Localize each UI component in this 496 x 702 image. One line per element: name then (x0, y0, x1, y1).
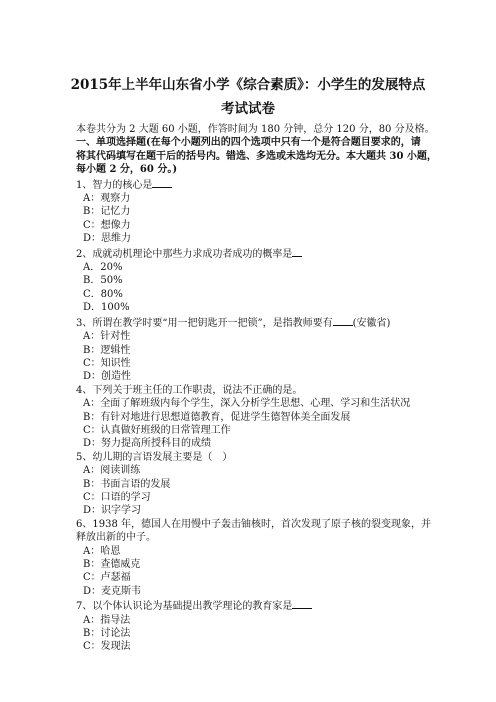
answer-option: B：讨论法 (83, 628, 131, 640)
answer-option: A：指导法 (83, 614, 131, 626)
answer-option: D：努力提高所授科目的成绩 (83, 438, 212, 450)
answer-option: C．80% (83, 288, 123, 300)
question-source: (安徽省) (352, 317, 391, 329)
question-text: 2、成就动机理论中那些力求成功者成功的概率是 (76, 248, 293, 260)
answer-option: C：认真做好班级的日常管理工作 (83, 424, 231, 436)
answer-blank (292, 246, 302, 257)
answer-option: A：全面了解班级内每个学生，深入分析学生思想、心理、学习和生活状况 (83, 398, 411, 410)
answer-blank (152, 177, 172, 188)
answer-option: D：识字学习 (83, 505, 142, 517)
answer-option: C：口语的学习 (83, 491, 151, 503)
question-stem (76, 384, 420, 397)
answer-option: D：思维力 (83, 233, 132, 245)
question-text: 7、以个体认识论为基础提出教学理论的教育家是 (76, 601, 293, 613)
question-stem: 6、1938 年，德国人在用慢中子轰击铀核时，首次发现了原子核的裂变现象，并 (76, 518, 431, 530)
answer-option: B．50% (83, 275, 123, 287)
document-body (76, 123, 437, 654)
question-stem (76, 246, 420, 261)
question-stem (76, 315, 420, 330)
answer-option: C：发现法 (83, 641, 131, 653)
section-heading-line: 每小题 2 分，60 分。) (76, 164, 178, 176)
answer-option: B：查德威克 (83, 559, 141, 570)
answer-option: B：书面言语的发展 (83, 478, 171, 490)
answer-option: C：想像力 (83, 219, 131, 231)
question-text: 5、幼儿期的言语发展主要是（ ） (76, 451, 233, 463)
answer-option: D：创造性 (83, 371, 132, 383)
question-text: 3、所谓在教学时要“用一把钥匙开一把锁”，是指教师要有 (76, 317, 333, 329)
answer-option: C：卢瑟福 (83, 572, 131, 584)
section-heading (76, 136, 437, 176)
answer-option: B：有针对地进行思想道德教育，促进学生德智体美全面发展 (83, 411, 351, 423)
answer-option: A：观察力 (83, 193, 131, 205)
answer-blank (333, 315, 353, 326)
answer-option: A：针对性 (83, 331, 131, 343)
section-heading-line: 将其代码填写在题干后的括号内。错选、多选或未选均无分。本大题共 30 小题， (76, 150, 437, 162)
document-subtitle: 考试试卷 (221, 101, 275, 117)
answer-option: D：麦克斯韦 (83, 585, 142, 597)
document-title: 2015年上半年山东省小学《综合素质》：小学生的发展特点 (70, 77, 426, 93)
answer-option: B：逻辑性 (83, 344, 131, 356)
question-stem (76, 177, 420, 192)
question-stem-continued: 释放出新的中子。 (76, 532, 156, 544)
question-stem (76, 451, 420, 464)
question-text: 1、智力的核心是 (76, 179, 153, 191)
answer-option: C：知识性 (83, 357, 131, 369)
answer-option: D．100% (83, 302, 130, 314)
question-stem (76, 598, 420, 613)
answer-option: A．20% (83, 262, 123, 274)
question-text: 4、下列关于班主任的工作职责，说法不正确的是。 (76, 384, 303, 396)
exam-intro: 本卷共分为 2 大题 60 小题，作答时间为 180 分钟，总分 120 分，80 分及格。 (76, 124, 435, 135)
section-heading-line: 一、单项选择题(在每个小题列出的四个选项中只有一个是符合题目要求的，请 (76, 137, 421, 149)
answer-blank (292, 598, 312, 609)
answer-option: A：哈恩 (83, 545, 121, 557)
answer-option: A：阅读训练 (83, 465, 141, 477)
answer-option: B：记忆力 (83, 206, 131, 218)
